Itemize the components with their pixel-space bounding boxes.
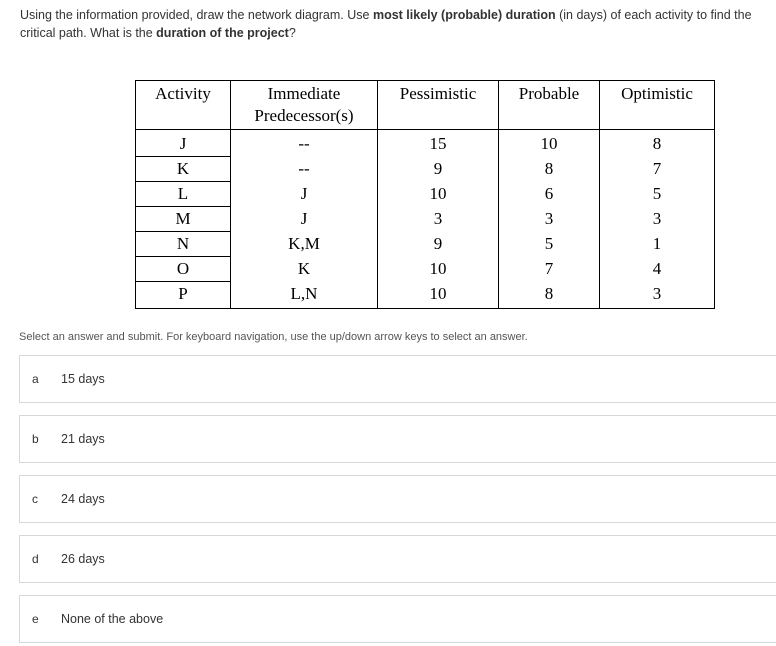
header-activity: Activity	[136, 81, 231, 130]
cell-activity: K	[136, 157, 231, 182]
option-letter: c	[32, 492, 38, 506]
option-text: 24 days	[61, 492, 105, 506]
answer-option-e[interactable]	[19, 595, 776, 643]
cell-optimistic: 8	[600, 130, 715, 157]
cell-predecessor: --	[231, 157, 378, 182]
cell-pessimistic: 10	[378, 282, 499, 309]
cell-optimistic: 5	[600, 182, 715, 207]
cell-probable: 8	[499, 157, 600, 182]
cell-activity: J	[136, 130, 231, 157]
table-row	[136, 282, 715, 309]
cell-activity: N	[136, 232, 231, 257]
option-letter: e	[32, 612, 39, 626]
cell-predecessor: --	[231, 130, 378, 157]
header-pessimistic: Pessimistic	[378, 81, 499, 130]
answer-option-a[interactable]	[19, 355, 776, 403]
cell-predecessor: J	[231, 182, 378, 207]
question-part-1: Using the information provided, draw the network diagram. Use	[20, 8, 373, 22]
cell-predecessor: K	[231, 257, 378, 282]
cell-activity: L	[136, 182, 231, 207]
answer-instruction: Select an answer and submit. For keyboard navigation, use the up/down arrow keys to select an answer.	[19, 331, 528, 343]
table-header-row	[136, 81, 715, 130]
activity-table	[135, 80, 715, 309]
cell-probable: 5	[499, 232, 600, 257]
question-emphasis-probable: most likely (probable) duration	[372, 8, 556, 22]
question-part-2: (in days) of each activity to find the critical path. What is the	[20, 8, 752, 40]
question-emphasis-duration: duration of the project	[156, 26, 289, 40]
cell-pessimistic: 9	[378, 232, 499, 257]
cell-optimistic: 4	[600, 257, 715, 282]
cell-predecessor: J	[231, 207, 378, 232]
option-text: 26 days	[61, 552, 105, 566]
header-probable: Probable	[499, 81, 600, 130]
cell-activity: P	[136, 282, 231, 309]
cell-pessimistic: 10	[378, 257, 499, 282]
cell-probable: 6	[499, 182, 600, 207]
cell-activity: M	[136, 207, 231, 232]
header-optimistic: Optimistic	[600, 81, 715, 130]
cell-predecessor: L,N	[231, 282, 378, 309]
cell-pessimistic: 3	[378, 207, 499, 232]
cell-probable: 8	[499, 282, 600, 309]
answer-option-c[interactable]	[19, 475, 776, 523]
table-row	[136, 232, 715, 257]
cell-optimistic: 3	[600, 207, 715, 232]
question-text	[20, 6, 770, 42]
header-predecessors-line1: Immediate	[267, 84, 341, 103]
table-row	[136, 157, 715, 182]
option-letter: b	[32, 432, 39, 446]
header-predecessors-line2: Predecessor(s)	[254, 106, 354, 125]
answer-option-b[interactable]	[19, 415, 776, 463]
table-row	[136, 257, 715, 282]
cell-probable: 3	[499, 207, 600, 232]
question-part-3: ?	[288, 26, 296, 40]
cell-predecessor: K,M	[231, 232, 378, 257]
table-row	[136, 182, 715, 207]
option-text: 21 days	[61, 432, 105, 446]
cell-pessimistic: 15	[378, 130, 499, 157]
activity-table-image	[135, 80, 715, 309]
answer-option-d[interactable]	[19, 535, 776, 583]
cell-activity: O	[136, 257, 231, 282]
cell-pessimistic: 10	[378, 182, 499, 207]
cell-probable: 10	[499, 130, 600, 157]
cell-probable: 7	[499, 257, 600, 282]
option-letter: a	[32, 372, 39, 386]
cell-optimistic: 3	[600, 282, 715, 309]
cell-optimistic: 7	[600, 157, 715, 182]
option-letter: d	[32, 552, 39, 566]
cell-pessimistic: 9	[378, 157, 499, 182]
option-text: 15 days	[61, 372, 105, 386]
table-row	[136, 130, 715, 157]
header-predecessors	[231, 81, 378, 130]
cell-optimistic: 1	[600, 232, 715, 257]
table-row	[136, 207, 715, 232]
option-text: None of the above	[61, 612, 164, 626]
